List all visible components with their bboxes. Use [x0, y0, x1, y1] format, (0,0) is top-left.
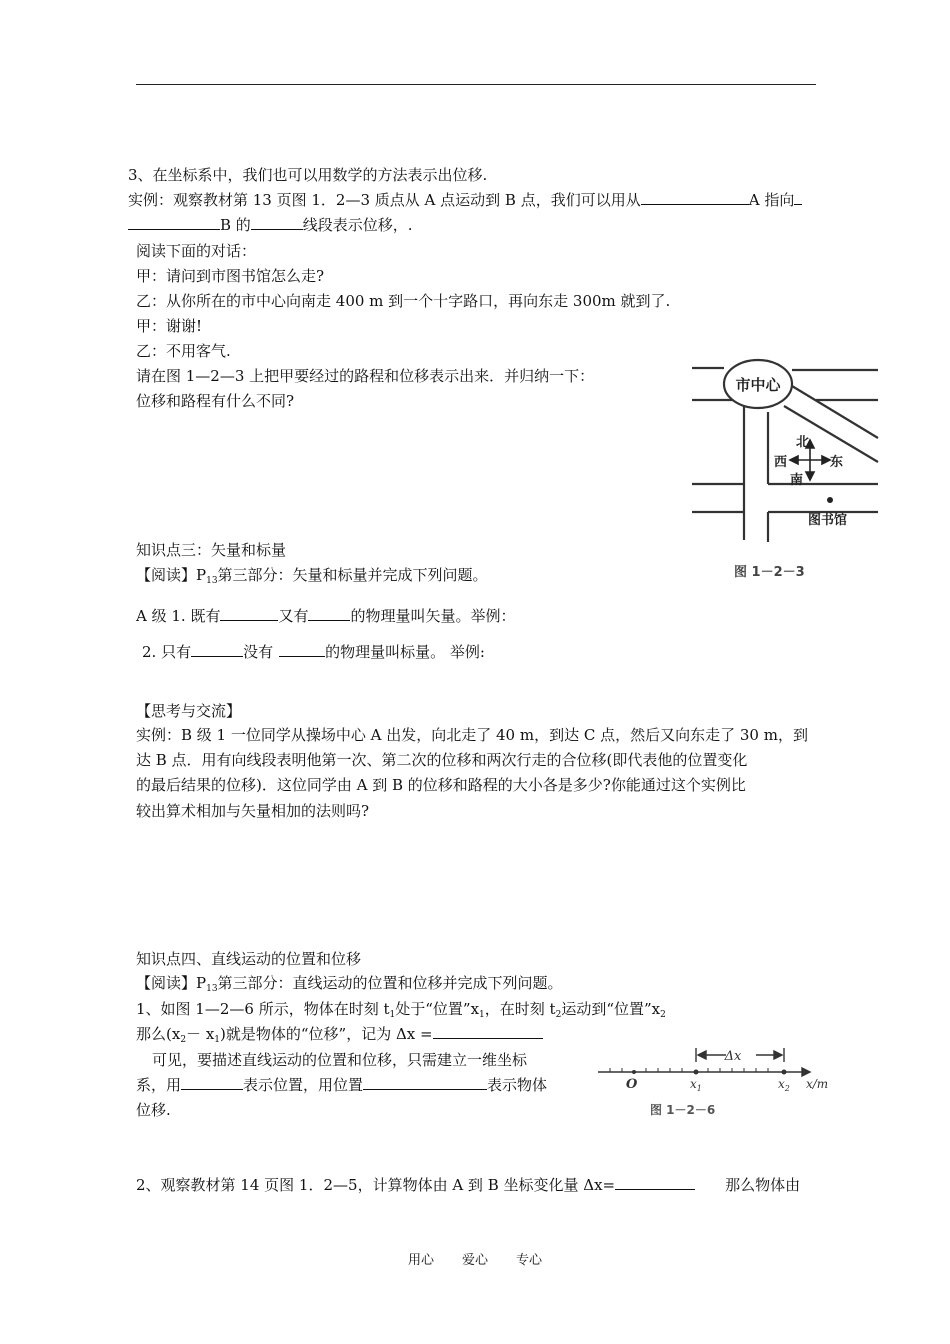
blank[interactable]	[308, 606, 350, 621]
dialog-line: 甲：谢谢!	[136, 317, 203, 335]
kp3-question2: 2. 只有 没有 的物理量叫标量。 举例:	[142, 643, 485, 661]
blank[interactable]	[181, 1075, 243, 1090]
blank[interactable]	[128, 215, 220, 230]
footer-item: 爱心	[461, 1253, 488, 1268]
kp3-question1: A 级 1. 既有 又有 的物理量叫矢量。举例：	[136, 607, 516, 625]
page-footer	[0, 1249, 950, 1268]
task-text: 请在图 1—2—3 上把甲要经过的路程和位移表示出来．并归纳一下：	[136, 367, 595, 385]
dialog-line: 乙：从你所在的市中心向南走 400 m 到一个十字路口，再向东走 300m 就到了.	[136, 292, 671, 310]
think-line: 的最后结果的位移)．这位同学由 A 到 B 的位移和路程的大小各是多少?你能通过这个实例比	[136, 776, 746, 794]
blank[interactable]	[433, 1024, 543, 1039]
kp4-title: 知识点四、直线运动的位置和位移	[136, 950, 362, 968]
think-line: 达 B 点．用有向线段表明他第一次、第二次的位移和两次行走的合位移(即代表他的位置变化	[136, 751, 748, 769]
axis-figure-caption: 图 1－2－6	[650, 1103, 716, 1117]
x2-label: $x_2$	[778, 1077, 790, 1093]
task-question: 位移和路程有什么不同?	[136, 392, 295, 410]
library-marker-icon	[827, 497, 833, 503]
blank[interactable]	[794, 190, 802, 205]
section3-heading: 3、在坐标系中，我们也可以用数学的方法表示出位移.	[128, 166, 488, 184]
kp4-question1-line2: 那么$(x_2- x_1)$就是物体的“位移”，记为 Δx =	[136, 1023, 543, 1045]
blank[interactable]	[279, 642, 325, 657]
dialog-intro: 阅读下面的对话：	[136, 242, 257, 260]
delta-x-label: Δx	[724, 1049, 742, 1064]
library-label: 图书馆	[808, 513, 848, 528]
kp4-question1-line1: 1、如图 1—2—6 所示，物体在时刻 $t_1$处于“位置$”x_1$，在时刻 $t_2$运动到“位置$”x_2$	[136, 1000, 666, 1020]
header-rule	[136, 84, 816, 85]
section3-example-line1: 实例：观察教材第 13 页图 1．2—3 质点从 A 点运动到 B 点，我们可以用从 A 指向	[128, 189, 802, 210]
origin-label: O	[626, 1077, 638, 1092]
x1-point	[694, 1070, 699, 1075]
kp4-para-line: 可见，要描述直线运动的位置和位移，只需建立一维坐标	[152, 1051, 528, 1069]
think-line: 较出算术相加与矢量相加的法则吗?	[136, 802, 370, 820]
kp4-reading: 【阅读】$P_{13}$第三部分：直线运动的位置和位移并完成下列问题。	[136, 974, 563, 994]
blank[interactable]	[615, 1175, 695, 1190]
axis-unit-label: x/m	[806, 1077, 829, 1091]
kp4-para-line: 位移.	[136, 1101, 171, 1119]
kp4-question2: 2、观察教材第 14 页图 1．2—5，计算物体由 A 到 B 坐标变化量 Δx= 那么物体由	[136, 1176, 801, 1194]
kp3-title: 知识点三：矢量和标量	[136, 541, 287, 559]
think-line: 实例：B 级 1 一位同学从操场中心 A 出发，向北走了 40 m，到达 C 点，然后又向东走了 30 m，到	[136, 726, 808, 744]
dialog-line: 甲：请问到市图书馆怎么走?	[136, 267, 325, 285]
blank[interactable]	[641, 190, 749, 205]
blank[interactable]	[251, 215, 303, 230]
think-title: 【思考与交流】	[136, 702, 242, 720]
blank[interactable]	[363, 1075, 487, 1090]
city-center-label: 市中心	[735, 376, 781, 394]
kp3-reading: 【阅读】$P_{13}$第三部分：矢量和标量并完成下列问题。	[136, 566, 488, 586]
west-label: 西	[774, 455, 788, 470]
origin-point	[632, 1070, 636, 1074]
kp4-para-line: 系，用 表示位置，用位置 表示物体	[136, 1076, 548, 1094]
footer-item: 用心	[407, 1253, 434, 1268]
east-label: 东	[830, 455, 844, 470]
section3-example-line2: B 的 线段表示位移，.	[128, 214, 413, 235]
x1-label: $x_1$	[690, 1077, 702, 1093]
north-label: 北	[796, 435, 810, 450]
blank[interactable]	[220, 606, 278, 621]
blank[interactable]	[191, 642, 243, 657]
figure-caption: 图 1－2－3	[734, 565, 805, 580]
south-label: 南	[790, 473, 804, 488]
dialog-line: 乙：不用客气.	[136, 342, 231, 360]
city-map-figure	[688, 352, 884, 584]
footer-item: 专心	[516, 1253, 543, 1268]
axis-figure	[596, 1042, 840, 1122]
x2-point	[782, 1070, 787, 1075]
